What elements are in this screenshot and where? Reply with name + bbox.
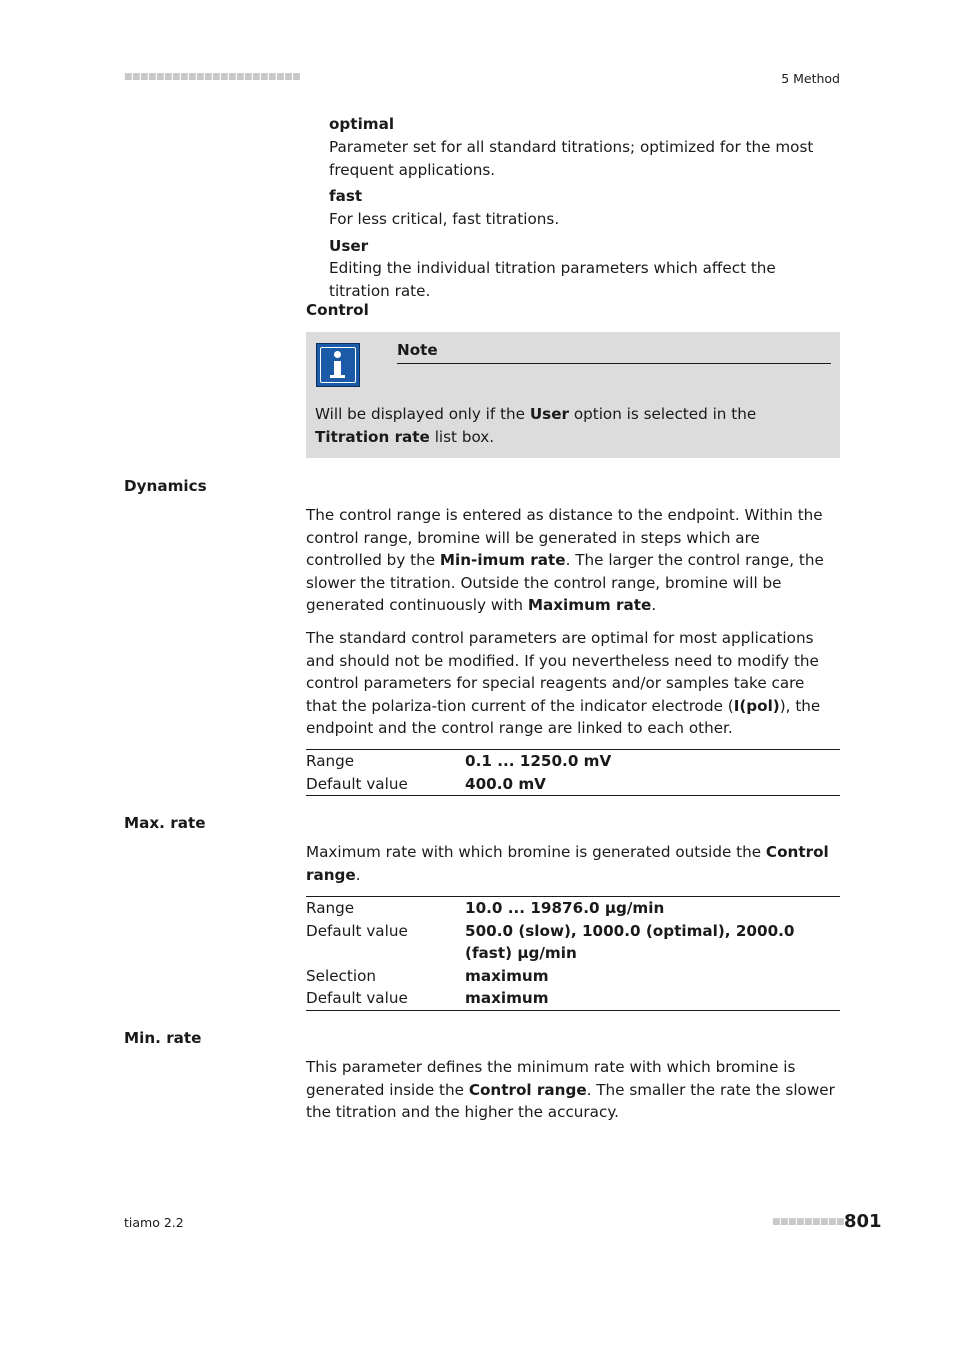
note-divider <box>397 363 831 364</box>
option-term-optimal: optimal <box>329 115 395 133</box>
option-desc-fast: For less critical, fast titrations. <box>329 210 560 228</box>
param-value: 400.0 mV <box>465 774 546 793</box>
header-decoration: ■■■■■■■■■■■■■■■■■■■■■■ <box>124 72 301 82</box>
note-text: Will be displayed only if the User option is selected in the Titration rate list box. <box>315 405 757 446</box>
table-row <box>306 987 840 1010</box>
option-desc-optimal: Parameter set for all standard titrations; optimized for the most frequent applications. <box>329 138 814 179</box>
minrate-paragraph: This parameter defines the minimum rate with which bromine is generated inside the Control range. The smaller the rate the slower the titration and the higher the accuracy. <box>306 1058 835 1121</box>
minrate-label: Min. rate <box>124 1029 202 1047</box>
param-key: Selection <box>306 966 376 985</box>
maxrate-paragraph: Maximum rate with which bromine is generated outside the Control range. <box>306 843 829 884</box>
header-section: 5 Method <box>781 71 840 86</box>
table-row <box>306 897 840 920</box>
option-desc-user: Editing the individual titration parameters which affect the titration rate. <box>329 259 776 300</box>
table-row <box>306 920 840 965</box>
dynamics-parameter-table <box>306 749 840 796</box>
option-term-fast: fast <box>329 187 363 205</box>
footer-decoration: ■■■■■■■■■ <box>772 1217 845 1227</box>
param-key: Default value <box>306 989 408 1007</box>
table-row <box>306 773 840 796</box>
note-title: Note <box>397 341 438 359</box>
control-heading: Control <box>306 301 369 319</box>
page-number: 801 <box>844 1211 882 1232</box>
option-term-user: User <box>329 237 369 255</box>
param-key: Default value <box>306 921 408 940</box>
dynamics-paragraph-2: The standard control parameters are optimal for most applications and should not be modified. If you nevertheless need to modify the control parameters for special reagents and/or samples take care that the polariza-tion current of the indicator electrode (I(pol)), the endpoint and the control range are linked to each other. <box>306 629 821 737</box>
dynamics-label: Dynamics <box>124 477 207 495</box>
param-key: Default value <box>306 774 408 793</box>
info-icon <box>316 343 360 387</box>
dynamics-paragraph-1: The control range is entered as distance to the endpoint. Within the control range, bromine will be generated in steps which are controlled by the Min-imum rate. The larger the control range, the slower the titration. Outside the control range, bromine will be generated continuously with Maximum rate. <box>306 506 824 614</box>
note-box <box>306 332 840 458</box>
maxrate-label: Max. rate <box>124 814 206 832</box>
maxrate-parameter-table <box>306 896 840 1011</box>
param-value: maximum <box>465 989 549 1007</box>
param-value: maximum <box>465 966 549 985</box>
table-row <box>306 965 840 988</box>
param-key: Range <box>306 899 355 917</box>
param-value: 0.1 ... 1250.0 mV <box>465 752 612 770</box>
param-value: 500.0 (slow), 1000.0 (optimal), 2000.0 (fast) µg/min <box>465 921 795 962</box>
param-value: 10.0 ... 19876.0 µg/min <box>465 899 665 917</box>
param-key: Range <box>306 752 355 770</box>
footer-product: tiamo 2.2 <box>124 1215 184 1230</box>
table-row <box>306 750 840 773</box>
